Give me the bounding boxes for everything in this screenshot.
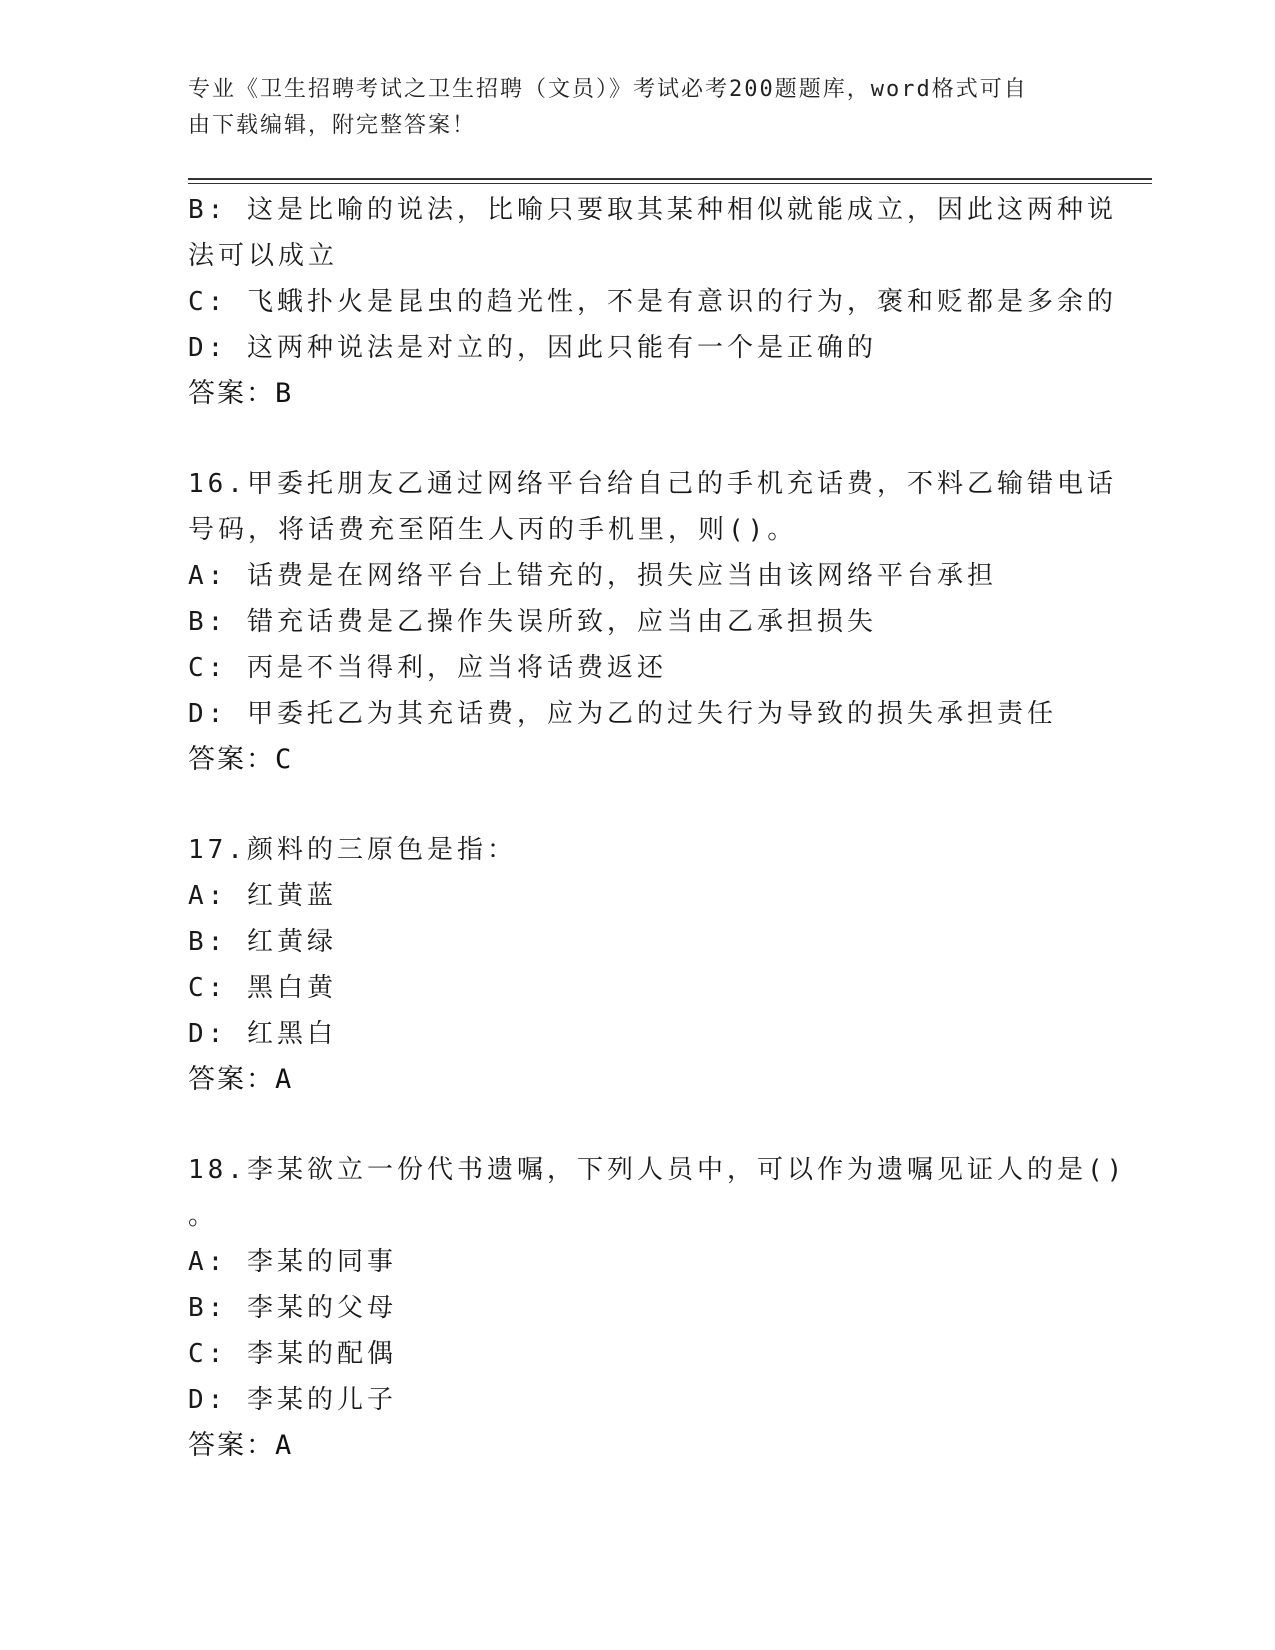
question-18 [188, 1147, 1127, 1469]
answer-value: A [275, 1064, 294, 1095]
option-c: C: 李某的配偶 [188, 1339, 397, 1369]
answer-label: 答案： [188, 1064, 275, 1095]
answer-line [188, 371, 1088, 417]
option-b: B: 红黄绿 [188, 927, 337, 957]
option-d: D: 红黑白 [188, 1019, 337, 1049]
header-rule-thick [188, 178, 1152, 180]
answer-line [188, 1057, 1088, 1103]
option-b-line-1: B: 这是比喻的说法，比喻只要取其某种相似就能成立，因此这两种说 [188, 195, 1117, 225]
header-line-1: 专业《卫生招聘考试之卫生招聘（文员）》考试必考200题题库，word格式可自 [188, 77, 1028, 102]
option-a: A: 话费是在网络平台上错充的，损失应当由该网络平台承担 [188, 561, 997, 591]
option-b: B: 错充话费是乙操作失误所致，应当由乙承担损失 [188, 607, 877, 637]
option-a: A: 李某的同事 [188, 1247, 397, 1277]
option-a: A: 红黄蓝 [188, 881, 337, 911]
answer-value: B [275, 378, 294, 409]
header-rule-thin [188, 183, 1152, 184]
question-17 [188, 827, 1088, 1103]
question-stem-line-1: 16.甲委托朋友乙通过网络平台给自己的手机充话费，不料乙输错电话 [188, 469, 1117, 499]
option-b: B: 李某的父母 [188, 1293, 397, 1323]
document-header [188, 72, 1068, 144]
question-15-continued [188, 187, 1117, 417]
option-c: C: 飞蛾扑火是昆虫的趋光性，不是有意识的行为，褒和贬都是多余的 [188, 287, 1117, 317]
answer-value: C [275, 744, 294, 775]
header-line-2: 由下载编辑，附完整答案！ [188, 113, 477, 138]
option-c: C: 黑白黄 [188, 973, 337, 1003]
answer-label: 答案： [188, 378, 275, 409]
answer-label: 答案： [188, 1430, 275, 1461]
answer-value: A [275, 1430, 294, 1461]
question-stem-line-1: 18.李某欲立一份代书遗嘱，下列人员中，可以作为遗嘱见证人的是() [188, 1155, 1127, 1185]
option-c: C: 丙是不当得利，应当将话费返还 [188, 653, 667, 683]
answer-label: 答案： [188, 744, 275, 775]
option-d: D: 这两种说法是对立的，因此只能有一个是正确的 [188, 333, 877, 363]
question-stem-line-2: 号码，将话费充至陌生人丙的手机里，则()。 [188, 515, 798, 545]
question-stem-line-2: 。 [188, 1201, 219, 1231]
answer-line [188, 737, 1088, 783]
answer-line [188, 1423, 1088, 1469]
option-d: D: 李某的儿子 [188, 1385, 397, 1415]
question-list [188, 187, 1127, 1469]
option-b-line-2: 法可以成立 [188, 241, 339, 271]
option-d: D: 甲委托乙为其充话费，应为乙的过失行为导致的损失承担责任 [188, 699, 1057, 729]
question-16 [188, 461, 1117, 783]
question-stem-line-1: 17.颜料的三原色是指： [188, 835, 517, 865]
